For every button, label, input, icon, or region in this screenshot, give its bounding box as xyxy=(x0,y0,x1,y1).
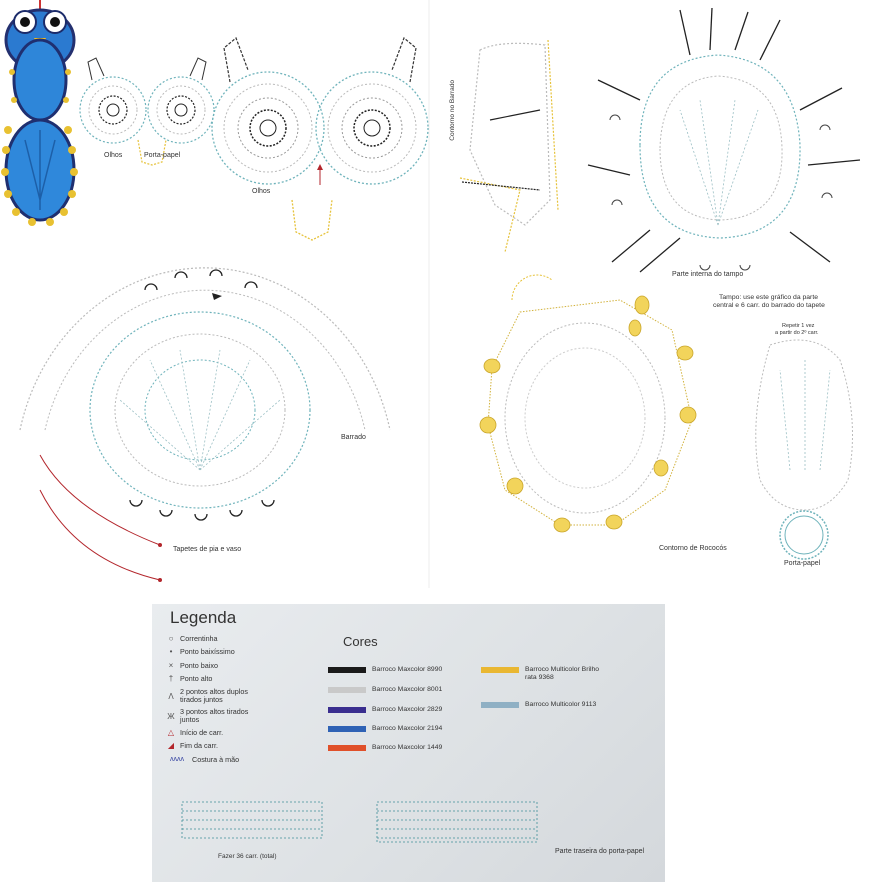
label-porta-papel-small: Porta-papel xyxy=(144,152,181,159)
single-crochet-icon: × xyxy=(168,661,174,670)
color-item xyxy=(328,744,452,752)
label-tapetes: Tapetes de pia e vaso xyxy=(173,546,242,553)
color-item xyxy=(481,666,611,682)
legend-item-label: 3 pontos altos tirados juntos xyxy=(180,707,249,724)
color-label: Barroco Maxcolor 2829 xyxy=(372,706,443,713)
color-label: Barroco Maxcolor 1449 xyxy=(372,744,443,751)
color-swatch xyxy=(481,667,519,673)
label-fazer: Fazer 36 carr. (total) xyxy=(218,853,277,860)
stitch-grids xyxy=(152,794,665,874)
label-contorno-rococo: Contorno de Rococós xyxy=(659,545,727,552)
legend-item-label: Correntinha xyxy=(180,634,218,643)
legend-item xyxy=(166,661,218,670)
label-tampo-note-1: Tampo: use este gráfico da parte xyxy=(719,294,818,301)
legend-item-label: Costura à mão xyxy=(192,755,240,764)
color-swatch xyxy=(328,745,366,751)
small-eyes-chart xyxy=(80,58,214,165)
cluster-2-icon: Λ xyxy=(168,691,174,701)
color-swatch xyxy=(328,726,366,732)
legend-item xyxy=(166,755,239,764)
legend-item xyxy=(166,688,260,704)
color-swatch xyxy=(328,667,366,673)
cores-title: Cores xyxy=(343,634,378,649)
hand-sewing-icon: ʌʌʌʌ xyxy=(170,756,184,763)
tapete-chart xyxy=(20,268,390,582)
label-barrado: Barrado xyxy=(341,434,366,441)
cluster-3-icon: Ж xyxy=(167,711,175,721)
color-item xyxy=(328,725,452,733)
legend-item-label: Início de carr. xyxy=(180,728,224,737)
row-start-icon: △ xyxy=(167,728,175,737)
label-porta-papel-big: Porta-papel xyxy=(784,560,821,567)
color-swatch xyxy=(481,702,519,708)
legend-item-label: Ponto alto xyxy=(180,674,213,683)
legend-item-label: Ponto baixíssimo xyxy=(180,647,235,656)
label-olhos-small: Olhos xyxy=(104,152,123,159)
rococo-chart xyxy=(480,275,696,532)
legend-panel xyxy=(152,604,665,882)
legend-item xyxy=(166,741,218,750)
legend-item xyxy=(166,708,250,724)
owl-photo xyxy=(0,0,78,228)
color-item xyxy=(481,701,615,709)
color-swatch xyxy=(328,707,366,713)
legend-item xyxy=(166,634,218,643)
label-repetir-1: Repetir 1 vez xyxy=(782,323,815,329)
label-repetir-2: a partir do 2º carr. xyxy=(775,330,819,336)
row-end-icon: ◢ xyxy=(167,741,175,750)
legend-item-label: Ponto baixo xyxy=(180,661,218,670)
label-parte-interna: Parte interna do tampo xyxy=(672,271,744,278)
color-swatch xyxy=(328,687,366,693)
color-label: Barroco Maxcolor 8001 xyxy=(372,686,443,693)
tampo-chart xyxy=(588,8,860,272)
label-contorno-barrado: Contorno no Barrado xyxy=(449,80,456,141)
color-item xyxy=(328,666,452,674)
color-label: Barroco Multicolor Brilho rata 9368 xyxy=(525,666,600,681)
contorno-barrado-chart xyxy=(460,40,558,252)
color-label: Barroco Maxcolor 8990 xyxy=(372,666,443,673)
legend-item xyxy=(166,728,223,737)
chain-stitch-icon: ○ xyxy=(168,634,174,643)
legend-item xyxy=(166,674,212,683)
legend-title: Legenda xyxy=(170,608,237,627)
porta-papel-chart xyxy=(756,340,853,559)
large-eyes-chart xyxy=(212,38,428,240)
color-item xyxy=(328,706,452,714)
label-parte-traseira: Parte traseira do porta-papel xyxy=(555,848,645,855)
color-item xyxy=(328,686,452,694)
legend-item-label: Fim da carr. xyxy=(180,741,218,750)
color-label: Barroco Maxcolor 2194 xyxy=(372,725,443,732)
color-label: Barroco Multicolor 9113 xyxy=(525,701,597,708)
label-tampo-note-2: central e 6 carr. do barrado do tapete xyxy=(713,302,825,309)
label-olhos-large: Olhos xyxy=(252,188,271,195)
legend-item xyxy=(166,647,235,656)
double-crochet-icon: † xyxy=(168,674,174,683)
legend-item-label: 2 pontos altos duplos tirados juntos xyxy=(180,687,248,704)
slip-stitch-icon: • xyxy=(169,647,173,656)
